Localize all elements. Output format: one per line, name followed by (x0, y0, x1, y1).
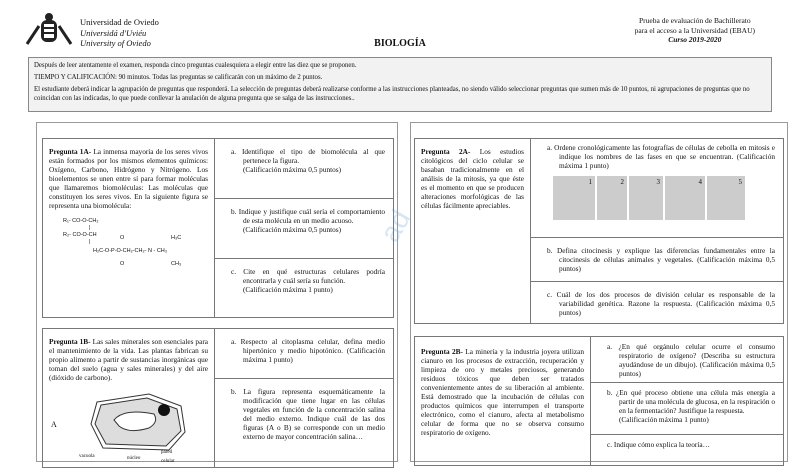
instruction: Después de leer atentamente el examen, responda cinco preguntas cualesquiera a elegir entre las diez que se proponen. (34, 62, 357, 69)
question-stem: Las sales minerales son esenciales para el mantenimiento de la vida. Las plantas fabrican su propio alimento a partir de sustancias inorgánicas que toman del suelo (agua y sales minerales) y del aire (dióxido de carbono). (49, 337, 208, 382)
part-b: b. La figura representa esquemáticamente la modificación que tiene lugar en las células vegetales en función de la concentración salina del medio externo. Indique cuál de las dos figuras (A o B) se corresponde con un medio externo de mayor concentración salina… (231, 387, 385, 441)
formula-line: R₂- CO-O-CH (63, 232, 97, 238)
mitosis-photo: 2 (597, 176, 627, 220)
question-2b (414, 336, 784, 466)
mitosis-photo: 5 (707, 176, 745, 220)
question-stem: Los estudios citológicos del ciclo celular se basaban tradicionalmente en el análisis de la mitosis, ya que éste es el momento en que se producen alteraciones morfológicas de las células fácilmente apreciables. (421, 147, 524, 210)
formula-o: O (120, 261, 125, 267)
mitosis-photo: 4 (665, 176, 705, 220)
part-b: b. Indique y justifique cuál sería el comportamiento de esta molécula en un medio acuoso. (Calificación máxima 0,5 puntos) (215, 199, 393, 259)
question-label: Pregunta 2B- (421, 347, 463, 356)
question-1a (42, 138, 394, 318)
exam-line: para el acceso a la Universidad (EBAU) (634, 25, 755, 35)
mitosis-photo: 1 (553, 176, 595, 220)
instruction: El estudiante deberá indicar la agrupación de preguntas que responderá. La selección de preguntas deberá realizarse conforme a las instrucciones planteadas, no siendo válido seleccionar preguntas que sumen más de 10 puntos, ni agrupaciones de preguntas que no coincidan con las indicadas, lo que puede conllevar la anulación de alguna pregunta que se salga de las instrucciones.. (34, 86, 750, 102)
exam-info (635, 16, 755, 45)
label-nucleo: núcleo (127, 456, 141, 461)
instruction: TIEMPO Y CALIFICACIÓN: 90 minutos. Todas las preguntas se calificarán con un máximo de 2 puntos. (34, 74, 323, 81)
part-a: a. Respecto al citoplasma celular, defina medio hipertónico y medio hipotónico. (Calificación máxima 1 punto) (215, 329, 393, 379)
part-b: b. Defina citocinesis y explique las diferencias fundamentales entre la citocinesis de células animales y vegetales. (Calificación máxima 0,5 puntos) (531, 238, 783, 282)
formula-h3c: H₃C (171, 235, 182, 241)
label-pared: pared celular (161, 450, 175, 464)
question-stem: La minería y la industria joyera utilizan cianuro en los procesos de extracción, recuperación y limpieza de oro y metales preciosos, generando residuos tóxicos que deben ser tratados convenientemente antes de su liberación al ambiente. Está demostrado que la incubación de células con productos químicos que interrumpen el transporte electrónico, como el cianuro, afecta al metabolismo celular de forma que no se observa consumo respiratorio de oxígeno. (421, 347, 584, 437)
formula-o: O (120, 235, 125, 241)
exam-line: Prueba de evaluación de Bachillerato (639, 16, 751, 25)
mitosis-photos (553, 176, 775, 222)
page-title: BIOLOGÍA (374, 38, 426, 49)
course-year: Curso 2019-2020 (668, 35, 722, 44)
part-c: c. Indique cómo explica la teoría… (607, 440, 710, 449)
question-stem: La inmensa mayoría de los seres vivos están formados por los mismos elementos químicos: Oxígeno, Carbono, Hidrógeno y Nitrógeno. Los bioelementos se unen entre sí para formar moléculas que llamaremos biomoléculas: Las moléculas que constituyen los seres vivos. En la siguiente figura se representa una biomolécula: (49, 147, 208, 210)
formula-line: H₂C-O-P-O-CH₂-CH₂- N - CH₃ (93, 248, 168, 254)
part-a: a. Ordene cronológicamente las fotografías de células de cebolla en mitosis e indique los nombres de las fases en que se encuentran. (Calificación máxima 1 punto) 1 2 3 4 5 (531, 139, 783, 238)
question-2a (414, 138, 784, 324)
part-a: a. ¿En qué orgánulo celular ocurre el consumo respiratorio de oxígeno? (Describa su estructura ayudándose de un dibujo). (Calificación máxima 0,5 puntos) (591, 337, 783, 383)
question-label: Pregunta 1A- (49, 147, 92, 156)
part-c: c. Cite en qué estructuras celulares podría encontrarla y cuál sería su función. (Calificación máxima 1 punto) (231, 267, 385, 294)
phospholipid-formula: R₁- CO-O-CH₂ | R₂- CO-O-CH O H₃C | H₂C-O-P-O-CH₂-CH₂- N - CH₃ O CH₃ (63, 218, 182, 267)
question-label: Pregunta 1B- (49, 337, 91, 346)
part-a: a. Identifique el tipo de biomolécula al que pertenece la figura. (Calificación máxima 0,5 puntos) (215, 139, 393, 199)
question-label: Pregunta 2A- (421, 147, 471, 156)
label-a: A (51, 420, 57, 429)
part-b: b. ¿En qué proceso obtiene una célula más energía a partir de una molécula de glucosa, en la respiración o en la fermentación? Justifique la respuesta. (Calificación máxima 1 punto) (591, 383, 783, 435)
formula-line: R₁- CO-O-CH₂ (63, 218, 99, 224)
label-vacuola: vacuola (79, 454, 95, 459)
formula-ch3: CH₃ (171, 261, 182, 267)
question-1b (42, 328, 394, 468)
watermark: ad (373, 204, 417, 247)
instructions-box (28, 57, 772, 112)
mitosis-photo: 3 (629, 176, 663, 220)
part-c: c. Cuál de los dos procesos de división celular es responsable de la variabilidad genética. Razone la respuesta. (Calificación máxima 0,5 puntos) (547, 290, 775, 317)
university-en: University of Oviedo (80, 38, 151, 48)
university-es: Universidad de Oviedo (80, 17, 159, 27)
university-ast: Universidá d'Uviéu (80, 27, 147, 38)
